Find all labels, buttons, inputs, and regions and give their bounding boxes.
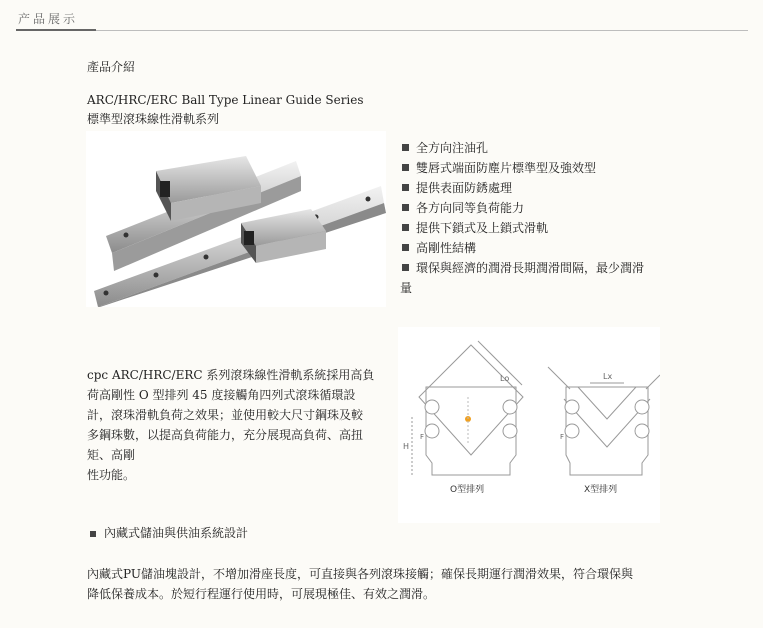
bullet-square-icon: [402, 264, 409, 271]
lo-label: Lo: [500, 374, 510, 383]
list-item: 環保與經濟的潤滑長期潤滑間隔，最少潤滑: [400, 258, 668, 278]
bullet-square-icon: [402, 224, 409, 231]
description-line: 荷高剛性 O 型排列 45 度接觸角四列式滾珠循環設: [87, 388, 356, 402]
list-item: 提供表面防銹處理: [400, 178, 668, 198]
section-header-title: 产品展示: [18, 12, 79, 26]
series-title-zh: 標準型滾珠線性滑軌系列: [87, 112, 220, 126]
bullet-square-icon: [402, 144, 409, 151]
list-item: 雙唇式端面防塵片標準型及強效型: [400, 158, 668, 178]
o-type-caption: O型排列: [450, 485, 485, 495]
linear-guide-photo: [86, 131, 386, 307]
bullet-square-icon: [90, 531, 96, 537]
section2-title: 內藏式儲油與供油系統設計: [104, 526, 249, 540]
intro-title: 產品介紹: [87, 60, 136, 74]
bullet-square-icon: [402, 204, 409, 211]
contact-arrangement-drawing: [398, 327, 660, 523]
description-line: cpc ARC/HRC/ERC 系列滾珠線性滑軌系統採用高負: [87, 368, 375, 382]
list-item: 各方向同等負荷能力: [400, 198, 668, 218]
f-label-right: F: [560, 433, 565, 441]
bullet-square-icon: [402, 164, 409, 171]
description-line: 多鋼珠數，以提高負荷能力，充分展現高負荷、高扭: [87, 428, 364, 442]
series-title-en: ARC/HRC/ERC Ball Type Linear Guide Series: [87, 93, 364, 107]
header-accent-bar: [16, 29, 96, 31]
bullet-square-icon: [402, 244, 409, 251]
lx-label: Lx: [603, 372, 613, 381]
section-header: [16, 8, 748, 31]
description-line: 矩、高剛: [87, 448, 136, 462]
description-line: 計，滾珠滑軌負荷之效果；並使用較大尺寸鋼珠及較: [87, 408, 364, 422]
list-item-continuation: 量: [400, 281, 413, 295]
list-item: 全方向注油孔: [400, 138, 668, 158]
h-label: H: [403, 442, 410, 451]
bullet-square-icon: [402, 184, 409, 191]
description-paragraph: [87, 365, 387, 485]
section2-body: [87, 564, 687, 604]
arrangement-diagram: [398, 327, 660, 523]
linear-guide-illustration: [86, 131, 386, 307]
section2-line: 內藏式PU儲油塊設計，不增加滑座長度，可直接與各列滾珠接觸；確保長期運行潤滑效果，符合環保與: [87, 567, 633, 581]
description-line: 性功能。: [87, 468, 136, 482]
x-type-caption: X型排列: [584, 485, 618, 495]
section2-line: 降低保養成本。於短行程運行使用時，可展現極佳、有效之潤滑。: [87, 587, 436, 601]
list-item: 提供下鎖式及上鎖式滑軌: [400, 218, 668, 238]
f-label-left: F: [420, 433, 425, 441]
section2-title-row: [90, 524, 248, 543]
list-item: 高剛性結構: [400, 238, 668, 258]
feature-list: [400, 138, 668, 298]
